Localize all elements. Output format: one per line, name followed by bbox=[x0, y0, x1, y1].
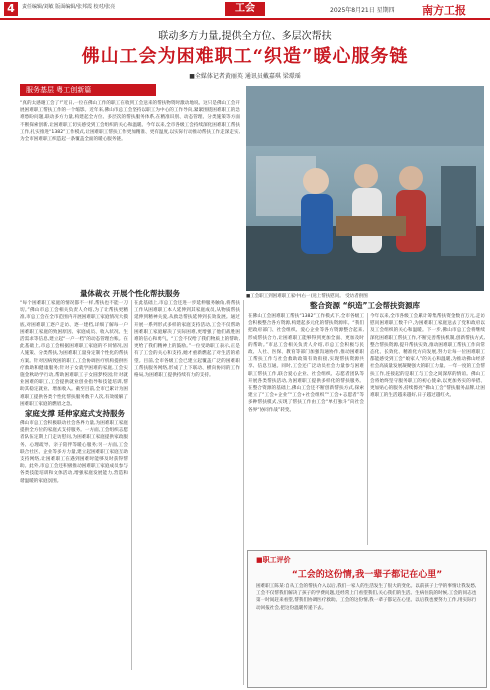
column-badge: 服务基层 粤工创新篇 bbox=[20, 84, 156, 96]
box-title: “工会的这份情,我一辈子都记在心里” bbox=[291, 570, 443, 580]
newspaper-masthead: 南方工报 bbox=[422, 4, 466, 17]
subhead-family-support: 家庭支撑 延伸家庭式支持服务 bbox=[24, 409, 126, 418]
box-label: ■职工评价 bbox=[256, 556, 291, 564]
article-column-2: 在此基础上,市总工会还进一步延伸服务触角,将帮扶工作从困难职工本人延伸到其家庭成员,从物质帮扶延伸到精神关爱,从救急帮扶延伸到长效发展。通过开展一系列形式多样的家庭支持活动,工会不仅帮助困难职工家庭解决了实际困难,更增强了他们战胜困难的信心和勇气。“工会不仅给了我们物质上的帮助,更给了我们精神上的鼓励。”一位受助职工表示,正是有了工会的关心和支持,她才重新燃起了对生活的希望。目前,全市各级工会已建立起覆盖广泛的困难职工帮扶服务网络,形成了上下联动、横向协同的工作格局,为困难职工提供持续有力的支持。 bbox=[134, 301, 240, 379]
article-byline: ■全媒体记者黄丽英 通讯员戴嘉琪 梁璟瑶 bbox=[189, 73, 301, 80]
column-divider bbox=[243, 300, 244, 685]
article-headline: 佛山工会为困难职工“织造”暖心服务链 bbox=[81, 46, 409, 67]
article-intro: “真的太感谢工会了!”近日,一位在佛山工作的职工在收到工会送来的帮扶物资时激动地说。这只是佛山工会开展困难职工帮扶工作的一个缩影。近年来,佛山市总工会坚持以职工为中心的工作导向,紧紧围绕困难职工的急难愁盼问题,联动多方力量,构建起全方位、多层次的帮扶服务体系,在精准识别、动态管理、分类施策等方面不断探索创新,让困难职工切实感受到工会组织的关心和温暖。今年以来,全市各级工会持续深化困难职工帮扶工作,扎实推进“1382”工作模式,让困难职工帮扶工作更加精准、更有温度,以实际行动推动帮扶工作走深走实,为全市困难职工织造起一条覆盖全面的暖心服务链。 bbox=[20, 101, 240, 143]
article-photo bbox=[246, 86, 484, 291]
editors-credit: 责任编辑/刘敏 版面编辑/张邦霞 校对/张亮 bbox=[22, 4, 116, 10]
box-text: 困难职工陈某:自从工会的帮扶介入以后,我们一家人的生活发生了很大的变化。以前孩子上学的事情让我发愁,工会不仅帮我们解决了孩子的学费问题,还经常上门看望我们,关心我们的生活。生病住院的时候,工会的同志也第一时间赶来看望,帮我们协调医疗救助。工会的这份情,我一辈子都记在心里。以后我也要努力工作,用实际行动回报社会,把这份温暖传递下去。 bbox=[256, 584, 477, 611]
article-column-1b: 佛山市总工会积极联动社会各界力量,为困难职工家庭提供全方位的家庭式支持服务。一方面,工会组织志愿者队伍定期上门走访慰问,为困难职工家庭提供家政服务、心理疏导、亲子陪伴等暖心服务;另一方面,工会联合社区、企业等多方力量,建立起困难职工家庭互助支持网络,让困难职工在遇到困难时能够及时获得帮助。此外,市总工会还积极推动困难职工家庭成员参与各类技能培训和文体活动,增强家庭发展能力,营造和谐温暖的家庭氛围。 bbox=[20, 421, 128, 484]
article-column-4: 今年以来,全市各级工会累计筹集帮扶资金数百万元,走访慰问困难职工数千户,为困难职工家庭送去了党和政府以及工会组织的关心和温暖。下一步,佛山市总工会将继续深化困难职工帮扶工作,不断完善帮扶机制,创新帮扶方式,整合帮扶资源,提升帮扶实效,推动困难职工帮扶工作向常态化、长效化、精准化方向发展,努力让每一位困难职工都能感受到工会“娘家人”的关心和温暖,为推动佛山经济社会高质量发展凝聚强大的职工力量。一年一度的工会帮扶工作,连接起的是职工与工会之间深厚的情谊。佛山工会将始终坚守服务职工的初心使命,以更加务实的举措、更加贴心的服务,持续擦亮“佛山工会”帮扶服务品牌,让困难职工的生活越来越好,日子越过越红火。 bbox=[370, 314, 485, 399]
column-divider bbox=[367, 313, 368, 545]
photo-illustration bbox=[246, 86, 484, 291]
article-column-1: “每个困难职工家庭的情况都不一样,帮扶也不能一刀切。”佛山市总工会相关负责人介绍,为了让帮扶更精准,市总工会在全市范围内开展困难职工家庭情况大摸底,对困难职工逐户走访、逐一建档,详细了解每一户困难职工家庭的致困原因、家庭成员、收入状况、生活需求等信息,建立起“一户一档”的动态管理台账。在此基础上,市总工会根据困难职工家庭的不同情况,因人施策、分类帮扶,为困难职工量身定制个性化的帮扶方案。针对因病致困的职工,工会协调医疗机构提供医疗救助和健康服务;针对子女就学困难的家庭,工会实施金秋助学行动,帮助困难职工子女圆梦校园;针对就业困难的职工,工会提供就业创业指导和技能培训,帮助其稳定就业、增加收入。截至目前,全市已累计为困难职工提供各类个性化帮扶服务数千人次,有效缓解了困难职工家庭的燃眉之急。 bbox=[20, 301, 128, 407]
article-column-3: 在佛山工会困难职工帮扶“1382”工作模式下,全市各级工会积极整合各方资源,构建起多元化的帮扶资源库。“我们把政府部门、社会组织、爱心企业等各方资源整合起来,形成帮扶合力,让困难职工能够得到更加全面、更加及时的帮助。”市总工会相关负责人介绍,市总工会积极与民政、人社、医保、教育等部门加强沟通协作,推动困难职工帮扶工作与社会救助政策有效衔接,实现帮扶资源共享、信息互通。同时,工会还广泛动员社会力量参与困难职工帮扶工作,联合爱心企业、社会组织、志愿者团队等开展各类帮扶活动,为困难职工提供多样化的帮扶服务。在整合资源的基础上,佛山工会还不断创新帮扶方式,探索建立了“工会+企业”“工会+社会组织”“工会+志愿者”等多种帮扶模式,实现了帮扶工作由工会“单打独斗”向社会各界“协同作战”转变。 bbox=[248, 314, 364, 413]
worker-quote-box bbox=[247, 550, 487, 688]
column-divider bbox=[131, 300, 132, 670]
section-tag: 工会 bbox=[225, 2, 265, 16]
publication-date: 2025年8月21日 星期四 bbox=[330, 7, 395, 14]
subhead-tailored-assistance: 量体裁衣 开展个性化帮扶服务 bbox=[79, 289, 181, 298]
page-header-bar bbox=[0, 0, 490, 20]
article-kicker: 联动多方力量,提供全方位、多层次帮扶 bbox=[158, 31, 332, 42]
subhead-resource-integration: 整合资源 “织造”工会帮扶资源库 bbox=[310, 301, 420, 310]
photo-caption: ■工会职工到困难职工家中(右一)送上帮扶慰问。 受访者供图 bbox=[246, 294, 368, 299]
page-number: 4 bbox=[4, 2, 18, 16]
